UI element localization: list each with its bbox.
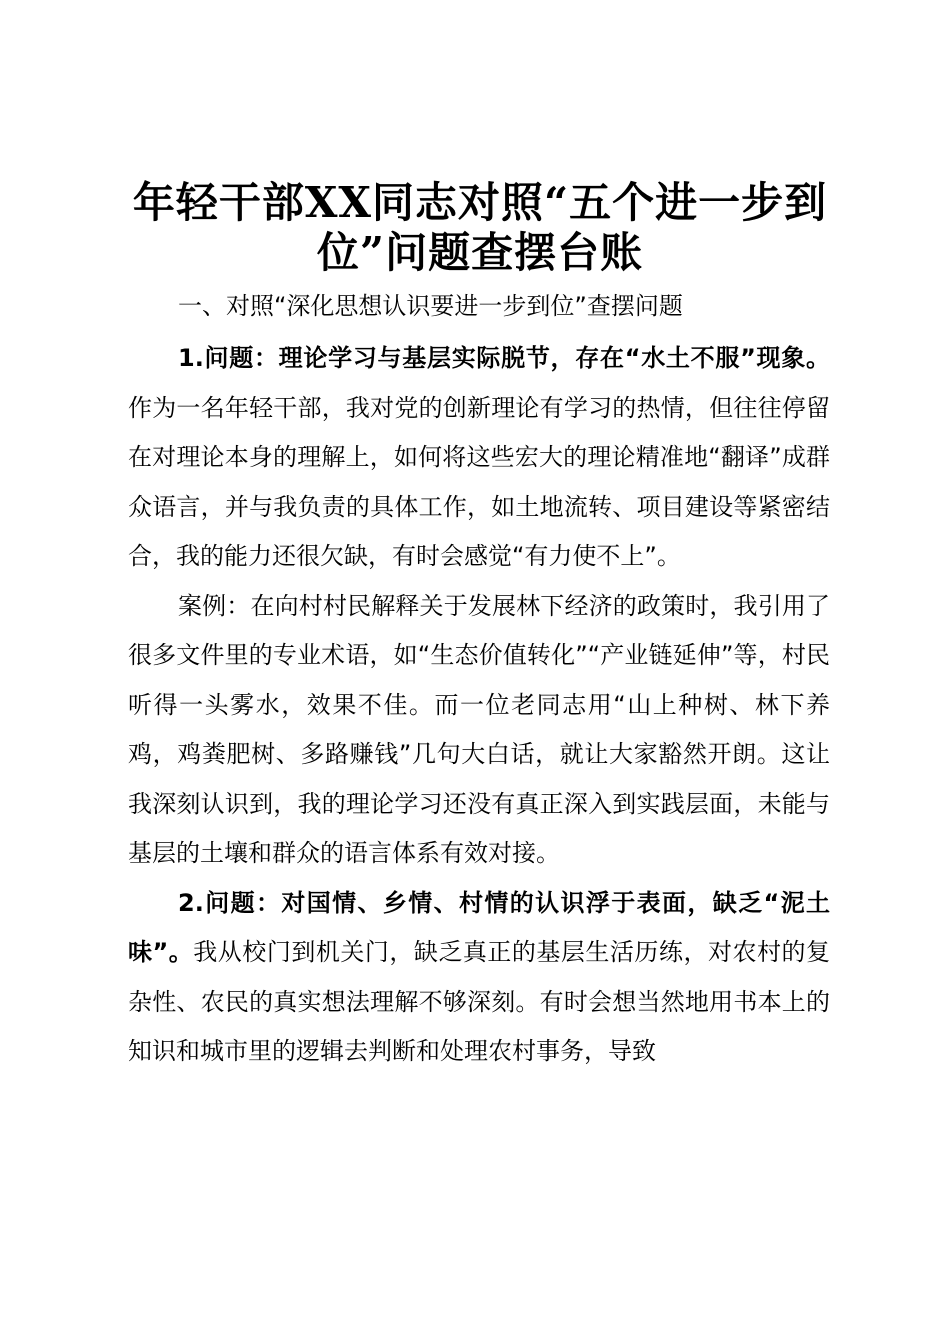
document-body <box>128 334 830 1077</box>
problem-2-paragraph <box>128 879 830 1077</box>
problem-1-paragraph <box>128 334 830 582</box>
document-title: 年轻干部XX同志对照“五个进一步到位”问题查摆台账 <box>132 178 828 277</box>
section-heading: 一、对照“深化思想认识要进一步到位”查摆问题 <box>178 292 683 320</box>
problem-1-text: 作为一名年轻干部，我对党的创新理论有学习的热情，但往往停留在对理论本身的理解上，如何将这些宏大的理论精准地“翻译”成群众语言，并与我负责的具体工作，如土地流转、项目建设等紧密结合，我的能力还很欠缺，有时会感觉“有力使不上”。 <box>128 393 830 570</box>
case-1-paragraph: 案例：在向村村民解释关于发展林下经济的政策时，我引用了很多文件里的专业术语，如“生态价值转化”“产业链延伸”等，村民听得一头雾水，效果不佳。而一位老同志用“山上种树、林下养鸡，鸡粪肥树、多路赚钱”几句大白话，就让大家豁然开朗。这让我深刻认识到，我的理论学习还没有真正深入到实践层面，未能与基层的土壤和群众的语言体系有效对接。 <box>128 591 830 867</box>
problem-2-heading: 2.问题：对国情、乡情、村情的认识浮于表面，缺乏“泥土味”。 <box>128 888 830 966</box>
problem-1-heading: 1.问题：理论学习与基层实际脱节，存在“水土不服”现象。 <box>178 344 830 372</box>
problem-2-text: 我从校门到机关门，缺乏真正的基层生活历练，对农村的复杂性、农民的真实想法理解不够深刻。有时会想当然地用书本上的知识和城市里的逻辑去判断和处理农村事务，导致 <box>128 938 830 1065</box>
